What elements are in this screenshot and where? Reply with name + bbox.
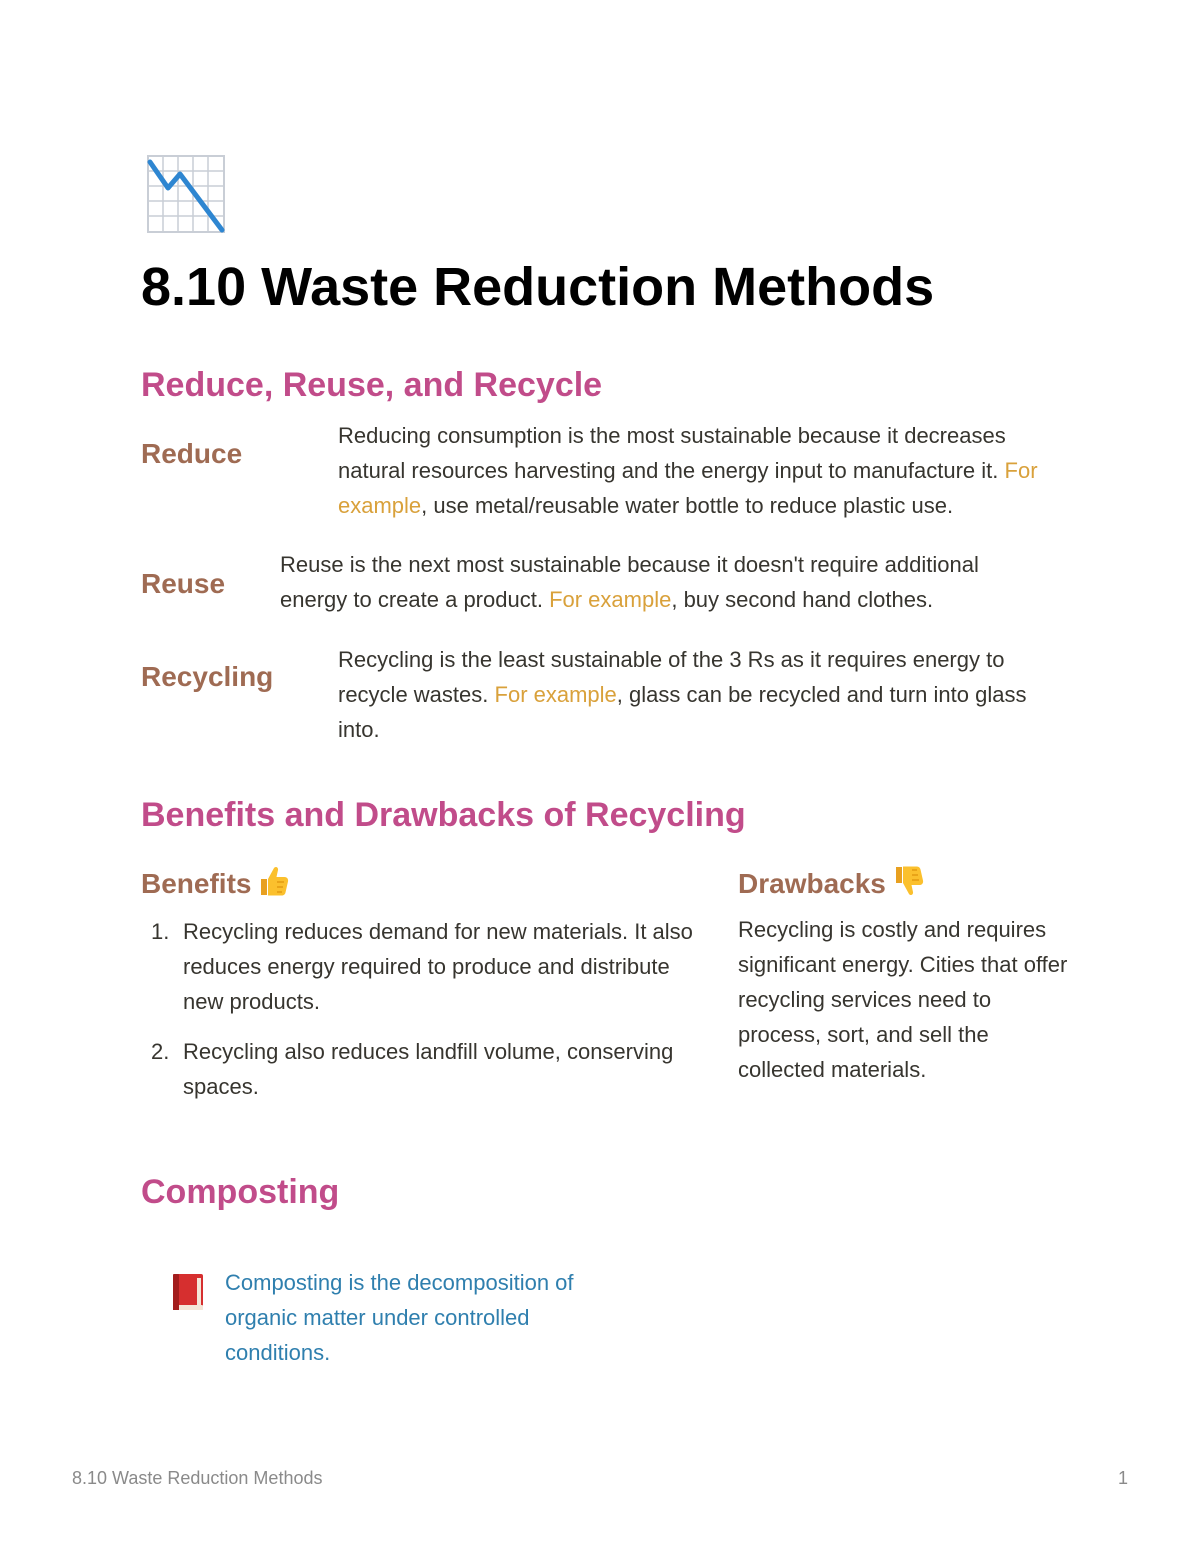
section-heading-benefits-drawbacks: Benefits and Drawbacks of Recycling bbox=[141, 796, 746, 834]
list-number: 2. bbox=[151, 1039, 170, 1064]
list-item bbox=[141, 914, 701, 1019]
reuse-text: Reuse is the next most sustainable because it doesn't require additional energy to create a product. bbox=[280, 552, 979, 612]
list-text: Recycling also reduces landfill volume, conserving spaces. bbox=[183, 1039, 674, 1099]
recycling-example-label: For example bbox=[494, 682, 617, 707]
benefits-list bbox=[141, 914, 701, 1104]
chart-decreasing-icon bbox=[146, 154, 226, 234]
reuse-example-label: For example bbox=[549, 587, 672, 612]
red-book-icon bbox=[170, 1272, 206, 1317]
section-heading-composting: Composting bbox=[141, 1173, 340, 1211]
reduce-text: Reducing consumption is the most sustainable because it decreases natural resources harvesting and the energy input to manufacture it. bbox=[338, 423, 1006, 483]
page-title: 8.10 Waste Reduction Methods bbox=[141, 257, 935, 317]
section-heading-rrr: Reduce, Reuse, and Recycle bbox=[141, 366, 603, 404]
thumbs-down-icon bbox=[892, 864, 926, 903]
label-recycling: Recycling bbox=[141, 661, 274, 692]
reduce-description bbox=[338, 418, 1073, 523]
thumbs-up-icon bbox=[257, 864, 291, 903]
drawbacks-heading: Drawbacks bbox=[738, 867, 886, 899]
label-reuse: Reuse bbox=[141, 568, 226, 599]
reuse-example-text: , buy second hand clothes. bbox=[671, 587, 934, 612]
drawbacks-heading-row bbox=[738, 864, 926, 903]
footer-title: 8.10 Waste Reduction Methods bbox=[72, 1468, 323, 1488]
composting-definition: Composting is the decomposition of organic matter under controlled conditions. bbox=[225, 1270, 574, 1365]
list-text: Recycling reduces demand for new materials. It also reduces energy required to produce and distribute new products. bbox=[183, 919, 693, 1014]
page-number: 1 bbox=[1118, 1468, 1129, 1488]
recycling-text: Recycling is the least sustainable of the 3 Rs as it requires energy to recycle wastes. bbox=[338, 647, 1005, 707]
list-item bbox=[141, 1034, 701, 1104]
label-reduce: Reduce bbox=[141, 438, 243, 469]
reduce-example-text: , use metal/reusable water bottle to reduce plastic use. bbox=[421, 493, 954, 518]
drawbacks-text: Recycling is costly and requires significant energy. Cities that offer recycling services need to process, sort, and sell the collected materials. bbox=[738, 917, 1068, 1082]
recycling-example-text: , glass can be recycled and turn into glass into. bbox=[338, 682, 1027, 742]
benefits-heading: Benefits bbox=[141, 867, 252, 899]
list-number: 1. bbox=[151, 919, 170, 944]
recycling-description bbox=[338, 642, 1063, 747]
reuse-description bbox=[280, 547, 1040, 617]
reduce-example-label: For example bbox=[338, 458, 1038, 518]
benefits-heading-row bbox=[141, 864, 291, 903]
